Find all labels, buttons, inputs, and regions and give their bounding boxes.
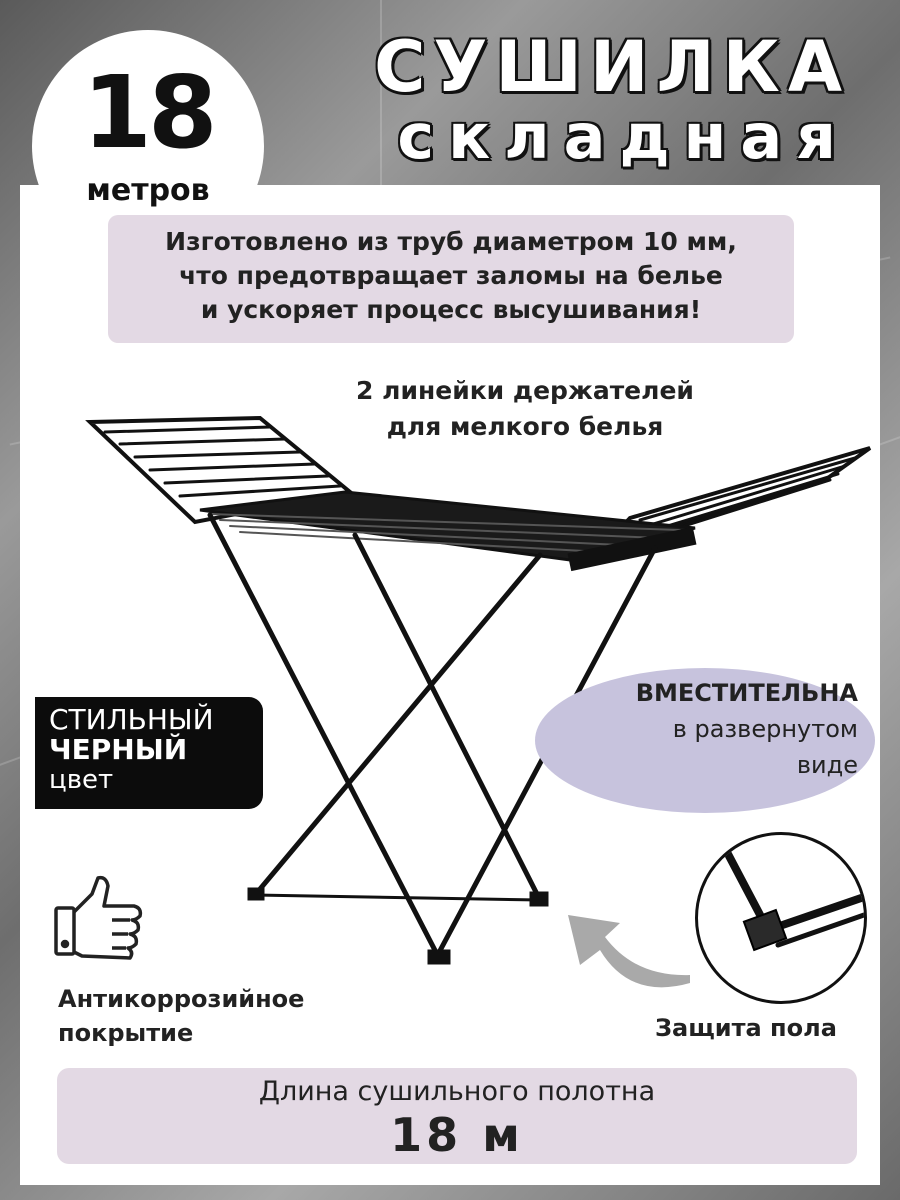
title-line1: СУШИЛКА [374,26,850,108]
color-label [35,697,263,809]
holders-line2: для мелкого белья [386,412,664,441]
curved-arrow-icon [560,905,700,1005]
info-line: и ускоряет процесс высушивания! [200,295,702,324]
thumbs-up-icon [52,872,147,962]
color-label-line3: цвет [49,765,114,795]
holders-line1: 2 линейки держателей [356,376,694,405]
coating-line2: покрытие [58,1019,194,1047]
capacity-line3: виде [796,751,858,779]
capacity-line1: ВМЕСТИТЕЛЬНА [635,679,858,707]
length-value: 18 м [390,1108,524,1162]
badge-unit: метров [86,173,210,208]
title-line2: складная [397,100,850,173]
info-box [108,215,794,343]
length-box [57,1068,857,1164]
coating-caption [58,982,304,1050]
capacity-text [636,675,858,783]
info-line: что предотвращает заломы на белье [179,261,723,290]
color-label-line2: ЧЕРНЫЙ [49,733,188,766]
badge-number: 18 [82,54,214,171]
floor-protection-caption: Защита пола [655,1014,837,1042]
leg-foot-detail [698,835,864,1001]
capacity-line2: в развернутом [672,715,858,743]
floor-protection-closeup [695,832,867,1004]
coating-line1: Антикоррозийное [58,985,305,1013]
color-label-line1: СТИЛЬНЫЙ [49,703,214,736]
length-label: Длина сушильного полотна [258,1076,656,1107]
info-line: Изготовлено из труб диаметром 10 мм, [165,227,737,256]
